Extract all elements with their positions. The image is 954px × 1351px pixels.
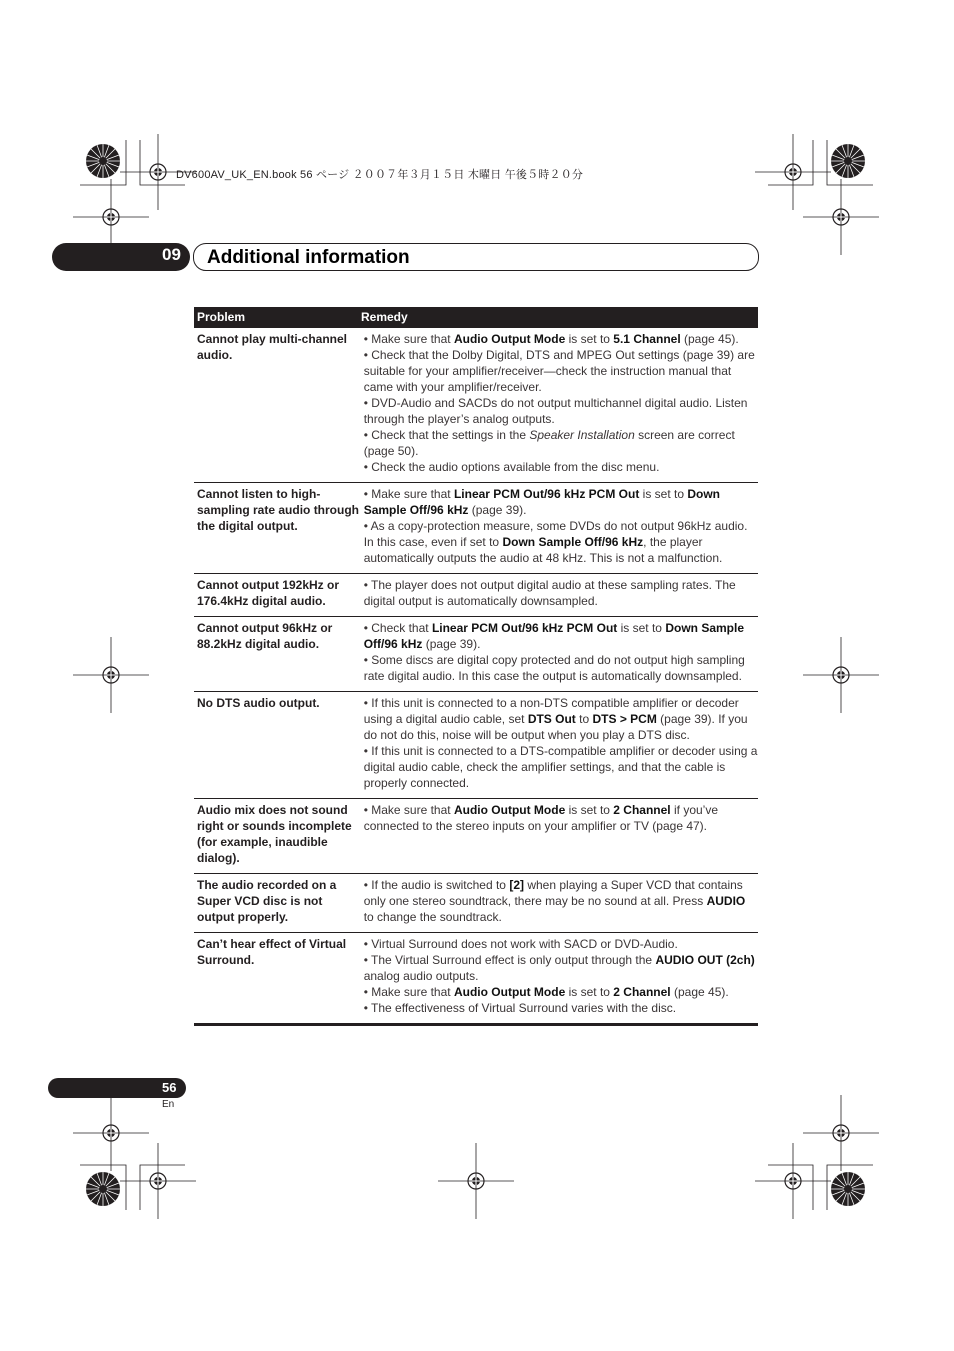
remedy-item: • If this unit is connected to a non-DTS compatible amplifier or decoder using a digital audio cable, set DTS Out to DTS > PCM (page 39). If you do not do this, noise will be output when you play a DTS disc. [363, 696, 748, 742]
troubleshooting-table [194, 307, 758, 1026]
remedy-cell [360, 486, 758, 566]
remedy-cell [360, 802, 758, 866]
remedy-cell [360, 936, 758, 1016]
remedy-cell [360, 577, 758, 609]
remedy-cell [360, 695, 758, 791]
table-row [194, 483, 758, 574]
header-problem: Problem [197, 310, 246, 324]
remedy-item: • Check the audio options available from the disc menu. [363, 460, 660, 474]
remedy-item: • The Virtual Surround effect is only output through the AUDIO OUT (2ch) analog audio outputs. [363, 953, 755, 983]
remedy-item: • If the audio is switched to [2] when playing a Super VCD that contains only one stereo soundtrack, there may be no sound at all. Press AUDIO to change the soundtrack. [363, 878, 746, 924]
remedy-item: • Check that Linear PCM Out/96 kHz PCM Out is set to Down Sample Off/96 kHz (page 39). [363, 621, 745, 651]
table-row [194, 574, 758, 617]
problem-cell: The audio recorded on a Super VCD disc is not output properly. [197, 878, 337, 924]
remedy-item: • Check that the settings in the Speaker Installation screen are correct (page 50). [363, 428, 735, 458]
problem-cell: Cannot output 192kHz or 176.4kHz digital audio. [197, 578, 340, 608]
remedy-item: • The player does not output digital audio at these sampling rates. The digital output is automatically downsampled. [363, 578, 736, 608]
remedy-item: • Make sure that Linear PCM Out/96 kHz PCM Out is set to Down Sample Off/96 kHz (page 39). [363, 487, 721, 517]
remedy-item: • DVD-Audio and SACDs do not output multichannel digital audio. Listen through the player’s analog outputs. [363, 396, 748, 426]
remedy-item: • The effectiveness of Virtual Surround varies with the disc. [363, 1001, 677, 1015]
remedy-item: • Check that the Dolby Digital, DTS and MPEG Out settings (page 39) are suitable for your amplifier/receiver—check the instruction manual that came with your amplifier/receiver. [363, 348, 755, 394]
print-info-line: DV600AV_UK_EN.book 56 ページ ２００７年３月１５日 木曜日 午後５時２０分 [176, 169, 584, 181]
remedy-item: • As a copy-protection measure, some DVDs do not output 96kHz audio. In this case, even if set to Down Sample Off/96 kHz, the player automatically outputs the audio at 48 kHz. This is not a malfunction. [363, 519, 748, 565]
table-row [194, 692, 758, 799]
remedy-item: • Make sure that Audio Output Mode is set to 5.1 Channel (page 45). [363, 332, 739, 346]
remedy-item: • Virtual Surround does not work with SACD or DVD-Audio. [363, 937, 678, 951]
problem-cell: Cannot play multi-channel audio. [197, 332, 348, 362]
page-language: En [162, 1099, 175, 1110]
problem-cell: No DTS audio output. [197, 696, 320, 710]
problem-cell: Cannot output 96kHz or 88.2kHz digital audio. [197, 621, 333, 651]
problem-cell: Cannot listen to high-sampling rate audio through the digital output. [197, 487, 360, 533]
chapter-title: Additional information [207, 247, 410, 268]
remedy-item: • Make sure that Audio Output Mode is set to 2 Channel if you’ve connected to the stereo inputs on your amplifier or TV (page 47). [363, 803, 719, 833]
table-row [194, 799, 758, 874]
header-remedy: Remedy [361, 310, 408, 324]
table-row [194, 933, 758, 1026]
problem-cell: Can’t hear effect of Virtual Surround. [197, 937, 347, 967]
remedy-cell [360, 877, 758, 925]
problem-cell: Audio mix does not sound right or sounds incomplete (for example, inaudible dialog). [197, 803, 352, 865]
remedy-item: • Some discs are digital copy protected and do not output high sampling rate digital audio. In this case the output is automatically downsampled. [363, 653, 745, 683]
page-number: 56 [162, 1080, 177, 1095]
remedy-cell [360, 331, 758, 475]
table-row [194, 328, 758, 483]
table-row [194, 617, 758, 692]
remedy-item: • If this unit is connected to a DTS-compatible amplifier or decoder using a digital audio cable, check the amplifier settings, and that the cable is properly connected. [363, 744, 758, 790]
remedy-cell [360, 620, 758, 684]
remedy-item: • Make sure that Audio Output Mode is set to 2 Channel (page 45). [363, 985, 729, 999]
chapter-number: 09 [162, 245, 181, 264]
table-header [194, 307, 758, 328]
table-row [194, 874, 758, 933]
